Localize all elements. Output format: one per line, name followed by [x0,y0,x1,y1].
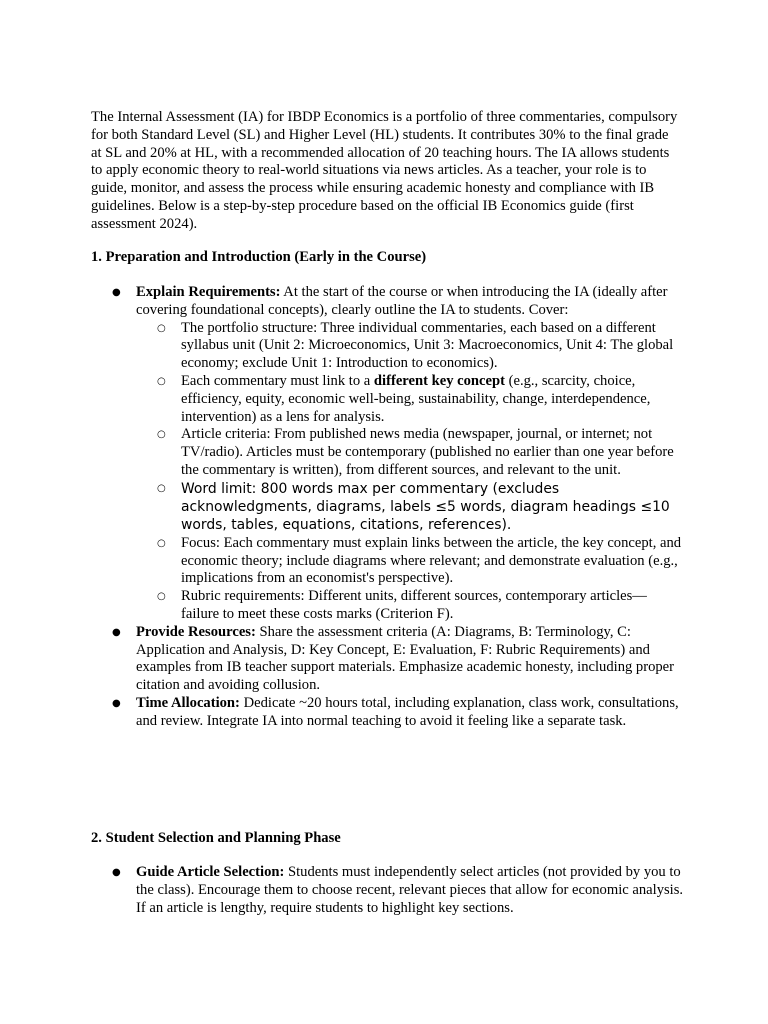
sub-list [136,320,684,624]
item-text: Share the assessment criteria (A: Diagrams, B: Terminology, C: Application and Analysis, D: Key Concept, E: Evaluation, F: Rubric Requirements) and examples from IB teacher support materials. Emphasize academic honesty, including proper citation and avoiding collusion. [136,623,675,694]
sub-list-item: ○ Rubric requirements: Different units, different sources, contemporary articles—failure to meet these costs marks (Criterion F). [181,588,684,624]
key-concept-emphasis: different key concept [373,372,505,389]
intro-paragraph: The Internal Assessment (IA) for IBDP Economics is a portfolio of three commentaries, compulsory for both Standard Level (SL) and Higher Level (HL) students. It contributes 30% to the final grade at SL and 20% at HL, with a recommended allocation of 20 teaching hours. The IA allows students to apply economic theory to real-world situations via news articles. As a teacher, your role is to guide, monitor, and assess the process while ensuring academic honesty and compliance with IB guidelines. Below is a step-by-step procedure based on the official IB Economics guide (first assessment 2024). [91,109,678,232]
section-2-list [136,864,684,917]
list-item [136,864,684,917]
section-heading: 2. Student Selection and Planning Phase [91,830,341,846]
item-label: Provide Resources: [136,623,256,640]
section-1-list [136,284,684,731]
item-label: Explain Requirements: [136,284,281,300]
item-label: Time Allocation: [136,694,240,711]
section-heading: 1. Preparation and Introduction (Early in the Course) [91,249,427,265]
sub-list-item: ○ Focus: Each commentary must explain links between the article, the key concept, and economic theory; include diagrams where relevant; and demonstrate evaluation (e.g., implications from an economist's perspective). [181,535,684,588]
sub-list-item [181,373,684,426]
sub-list-item: ○ Article criteria: From published news media (newspaper, journal, or internet; not TV/radio). Articles must be contemporary (published no earlier than one year before the commentary is written), from different sources, and relevant to the unit. [181,426,684,479]
item-text: (e.g., scarcity, choice, efficiency, equity, economic well-being, sustainability, change, interdependence, intervention) as a lens for analysis. [181,372,651,425]
sub-list-item: ○ The portfolio structure: Three individual commentaries, each based on a different syllabus unit (Unit 2: Microeconomics, Unit 3: Macroeconomics, Unit 4: The global economy; exclude Unit 1: Introduction to economics). [181,320,684,373]
list-item [136,284,684,624]
item-text: At the start of the course or when introducing the IA (ideally after covering foundational concepts), clearly outline the IA to students. Cover: [136,284,668,318]
item-text: Students must independently select articles (not provided by you to the class). Encourage them to choose recent, relevant pieces that allow for economic analysis. If an article is lengthy, require students to highlight key sections. [136,864,684,916]
item-label: Guide Article Selection: [136,864,285,880]
item-text: Dedicate ~20 hours total, including explanation, class work, consultations, and review. Integrate IA into normal teaching to avoid it feeling like a separate task. [136,694,679,729]
sub-list-item: ○ Word limit: 800 words max per commentary (excludes acknowledgments, diagrams, labels ≤5 words, diagram headings ≤10 words, tables, equations, citations, references). [181,480,684,535]
item-text: Each commentary must link to a [181,372,374,389]
list-item [136,624,684,695]
list-item [136,695,684,731]
